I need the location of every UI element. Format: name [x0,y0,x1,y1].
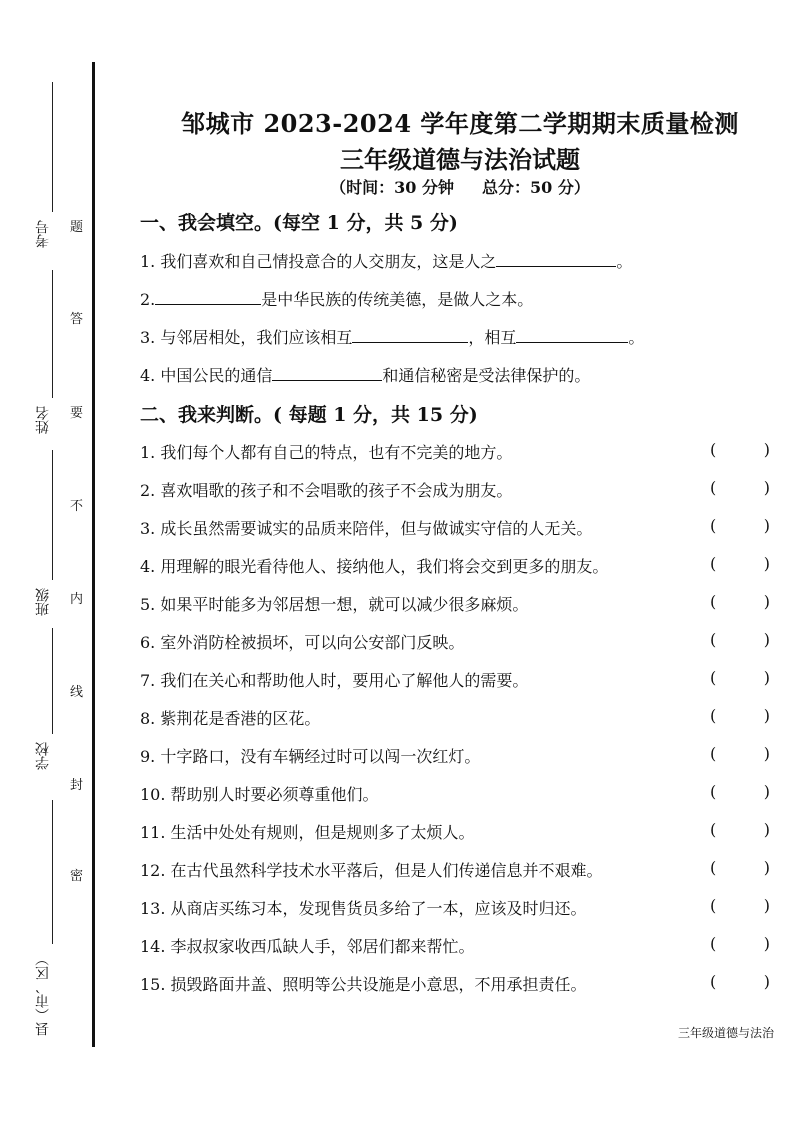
paren-close: ) [763,592,770,611]
judge-question: 12. 在古代虽然科学技术水平落后，但是人们传递信息并不艰难。 [140,861,603,880]
exam-score: 总分：50 分） [482,178,590,197]
paren-close: ) [763,668,770,687]
paren-close: ) [763,820,770,839]
page-footer: 三年级道德与法治 [678,1026,775,1040]
class-line [52,450,53,580]
paren-close: ) [763,934,770,953]
judge-question: 8. 紫荆花是香港的区花。 [140,709,321,728]
answer-parentheses[interactable] [710,896,770,915]
paren-open: ( [710,972,717,991]
binding-margin [0,0,100,1080]
paren-close: ) [763,630,770,649]
judge-question: 4. 用理解的眼光看待他人、接纳他人，我们将会交到更多的朋友。 [140,557,609,576]
paren-open: ( [710,820,717,839]
name-line [52,270,53,398]
paren-open: ( [710,592,717,611]
answer-parentheses[interactable] [710,592,770,611]
exam-no-line [52,82,53,212]
answer-parentheses[interactable] [710,782,770,801]
paren-open: ( [710,440,717,459]
judge-question: 5. 如果平时能多为邻居想一想，就可以减少很多麻烦。 [140,595,529,614]
name-label: 姓名 [35,406,51,434]
exam-title: 邹城市 2023-2024 学年度第二学期期末质量检测 [181,109,739,138]
paren-open: ( [710,934,717,953]
judge-question: 15. 损毁路面井盖、照明等公共设施是小意思，不用承担责任。 [140,975,587,994]
judge-question: 6. 室外消防栓被损坏，可以向公安部门反映。 [140,633,465,652]
judge-question: 7. 我们在关心和帮助他人时，要用心了解他人的需要。 [140,671,529,690]
paren-close: ) [763,478,770,497]
answer-parentheses[interactable] [710,972,770,991]
answer-blank[interactable] [516,341,628,343]
judge-question: 3. 成长虽然需要诚实的品质来陪伴，但与做诚实守信的人无关。 [140,519,593,538]
paren-close: ) [763,896,770,915]
paren-close: ) [763,972,770,991]
answer-blank[interactable] [496,265,616,267]
fill-question-4: 4. 中国公民的通信 和通信秘密是受法律保护的。 [140,366,591,385]
part1-heading: 一、我会填空。(每空 1 分，共 5 分) [140,212,458,234]
county-line [52,800,53,944]
paren-open: ( [710,668,717,687]
answer-parentheses[interactable] [710,440,770,459]
answer-parentheses[interactable] [710,858,770,877]
seal-char: 要 [70,406,84,421]
judge-question: 9. 十字路口，没有车辆经过时可以闯一次红灯。 [140,747,481,766]
seal-char: 不 [70,499,84,514]
county-label: 县（市、区） [35,952,51,1036]
paren-close: ) [763,782,770,801]
answer-parentheses[interactable] [710,706,770,725]
answer-parentheses[interactable] [710,744,770,763]
judge-question: 10. 帮助别人时要必须尊重他们。 [140,785,379,804]
paren-close: ) [763,554,770,573]
judge-question: 11. 生活中处处有规则，但是规则多了太烦人。 [140,823,475,842]
exam-time: （时间：30 分钟 [330,178,454,197]
answer-parentheses[interactable] [710,630,770,649]
paren-open: ( [710,478,717,497]
paren-close: ) [763,516,770,535]
judge-question: 1. 我们每个人都有自己的特点，也有不完美的地方。 [140,443,513,462]
paren-close: ) [763,858,770,877]
fill-question-3: 3. 与邻居相处，我们应该相互 ，相互 。 [140,328,645,347]
answer-blank[interactable] [272,379,382,381]
paren-open: ( [710,706,717,725]
paren-open: ( [710,782,717,801]
answer-parentheses[interactable] [710,668,770,687]
paren-open: ( [710,744,717,763]
seal-char: 线 [70,685,84,700]
answer-blank[interactable] [155,303,261,305]
class-label: 班级 [35,588,51,616]
seal-char: 封 [70,778,84,793]
seal-char: 答 [70,312,84,327]
fill-question-1: 1. 我们喜欢和自己情投意合的人交朋友，这是人之 。 [140,252,633,271]
judge-question: 13. 从商店买练习本，发现售货员多给了一本，应该及时归还。 [140,899,587,918]
answer-parentheses[interactable] [710,516,770,535]
seal-char: 题 [70,220,84,235]
binding-rule [92,62,95,1047]
part2-heading: 二、我来判断。( 每题 1 分，共 15 分) [140,404,478,426]
fill-question-2: 2. 是中华民族的传统美德，是做人之本。 [140,290,534,309]
paren-open: ( [710,630,717,649]
paren-close: ) [763,706,770,725]
exam-meta [120,175,794,198]
judge-question: 14. 李叔叔家收西瓜缺人手，邻居们都来帮忙。 [140,937,475,956]
paren-open: ( [710,858,717,877]
answer-parentheses[interactable] [710,934,770,953]
paren-open: ( [710,896,717,915]
answer-blank[interactable] [352,341,468,343]
seal-char: 密 [70,869,84,884]
judge-question: 2. 喜欢唱歌的孩子和不会唱歌的孩子不会成为朋友。 [140,481,513,500]
school-line [52,628,53,734]
paren-open: ( [710,516,717,535]
paren-open: ( [710,554,717,573]
seal-char: 内 [70,592,84,607]
answer-parentheses[interactable] [710,820,770,839]
paren-close: ) [763,440,770,459]
school-label: 学校 [35,742,51,770]
paren-close: ) [763,744,770,763]
exam-subtitle: 三年级道德与法治试题 [340,145,580,174]
answer-parentheses[interactable] [710,554,770,573]
exam-no-label: 考号 [35,220,51,248]
answer-parentheses[interactable] [710,478,770,497]
